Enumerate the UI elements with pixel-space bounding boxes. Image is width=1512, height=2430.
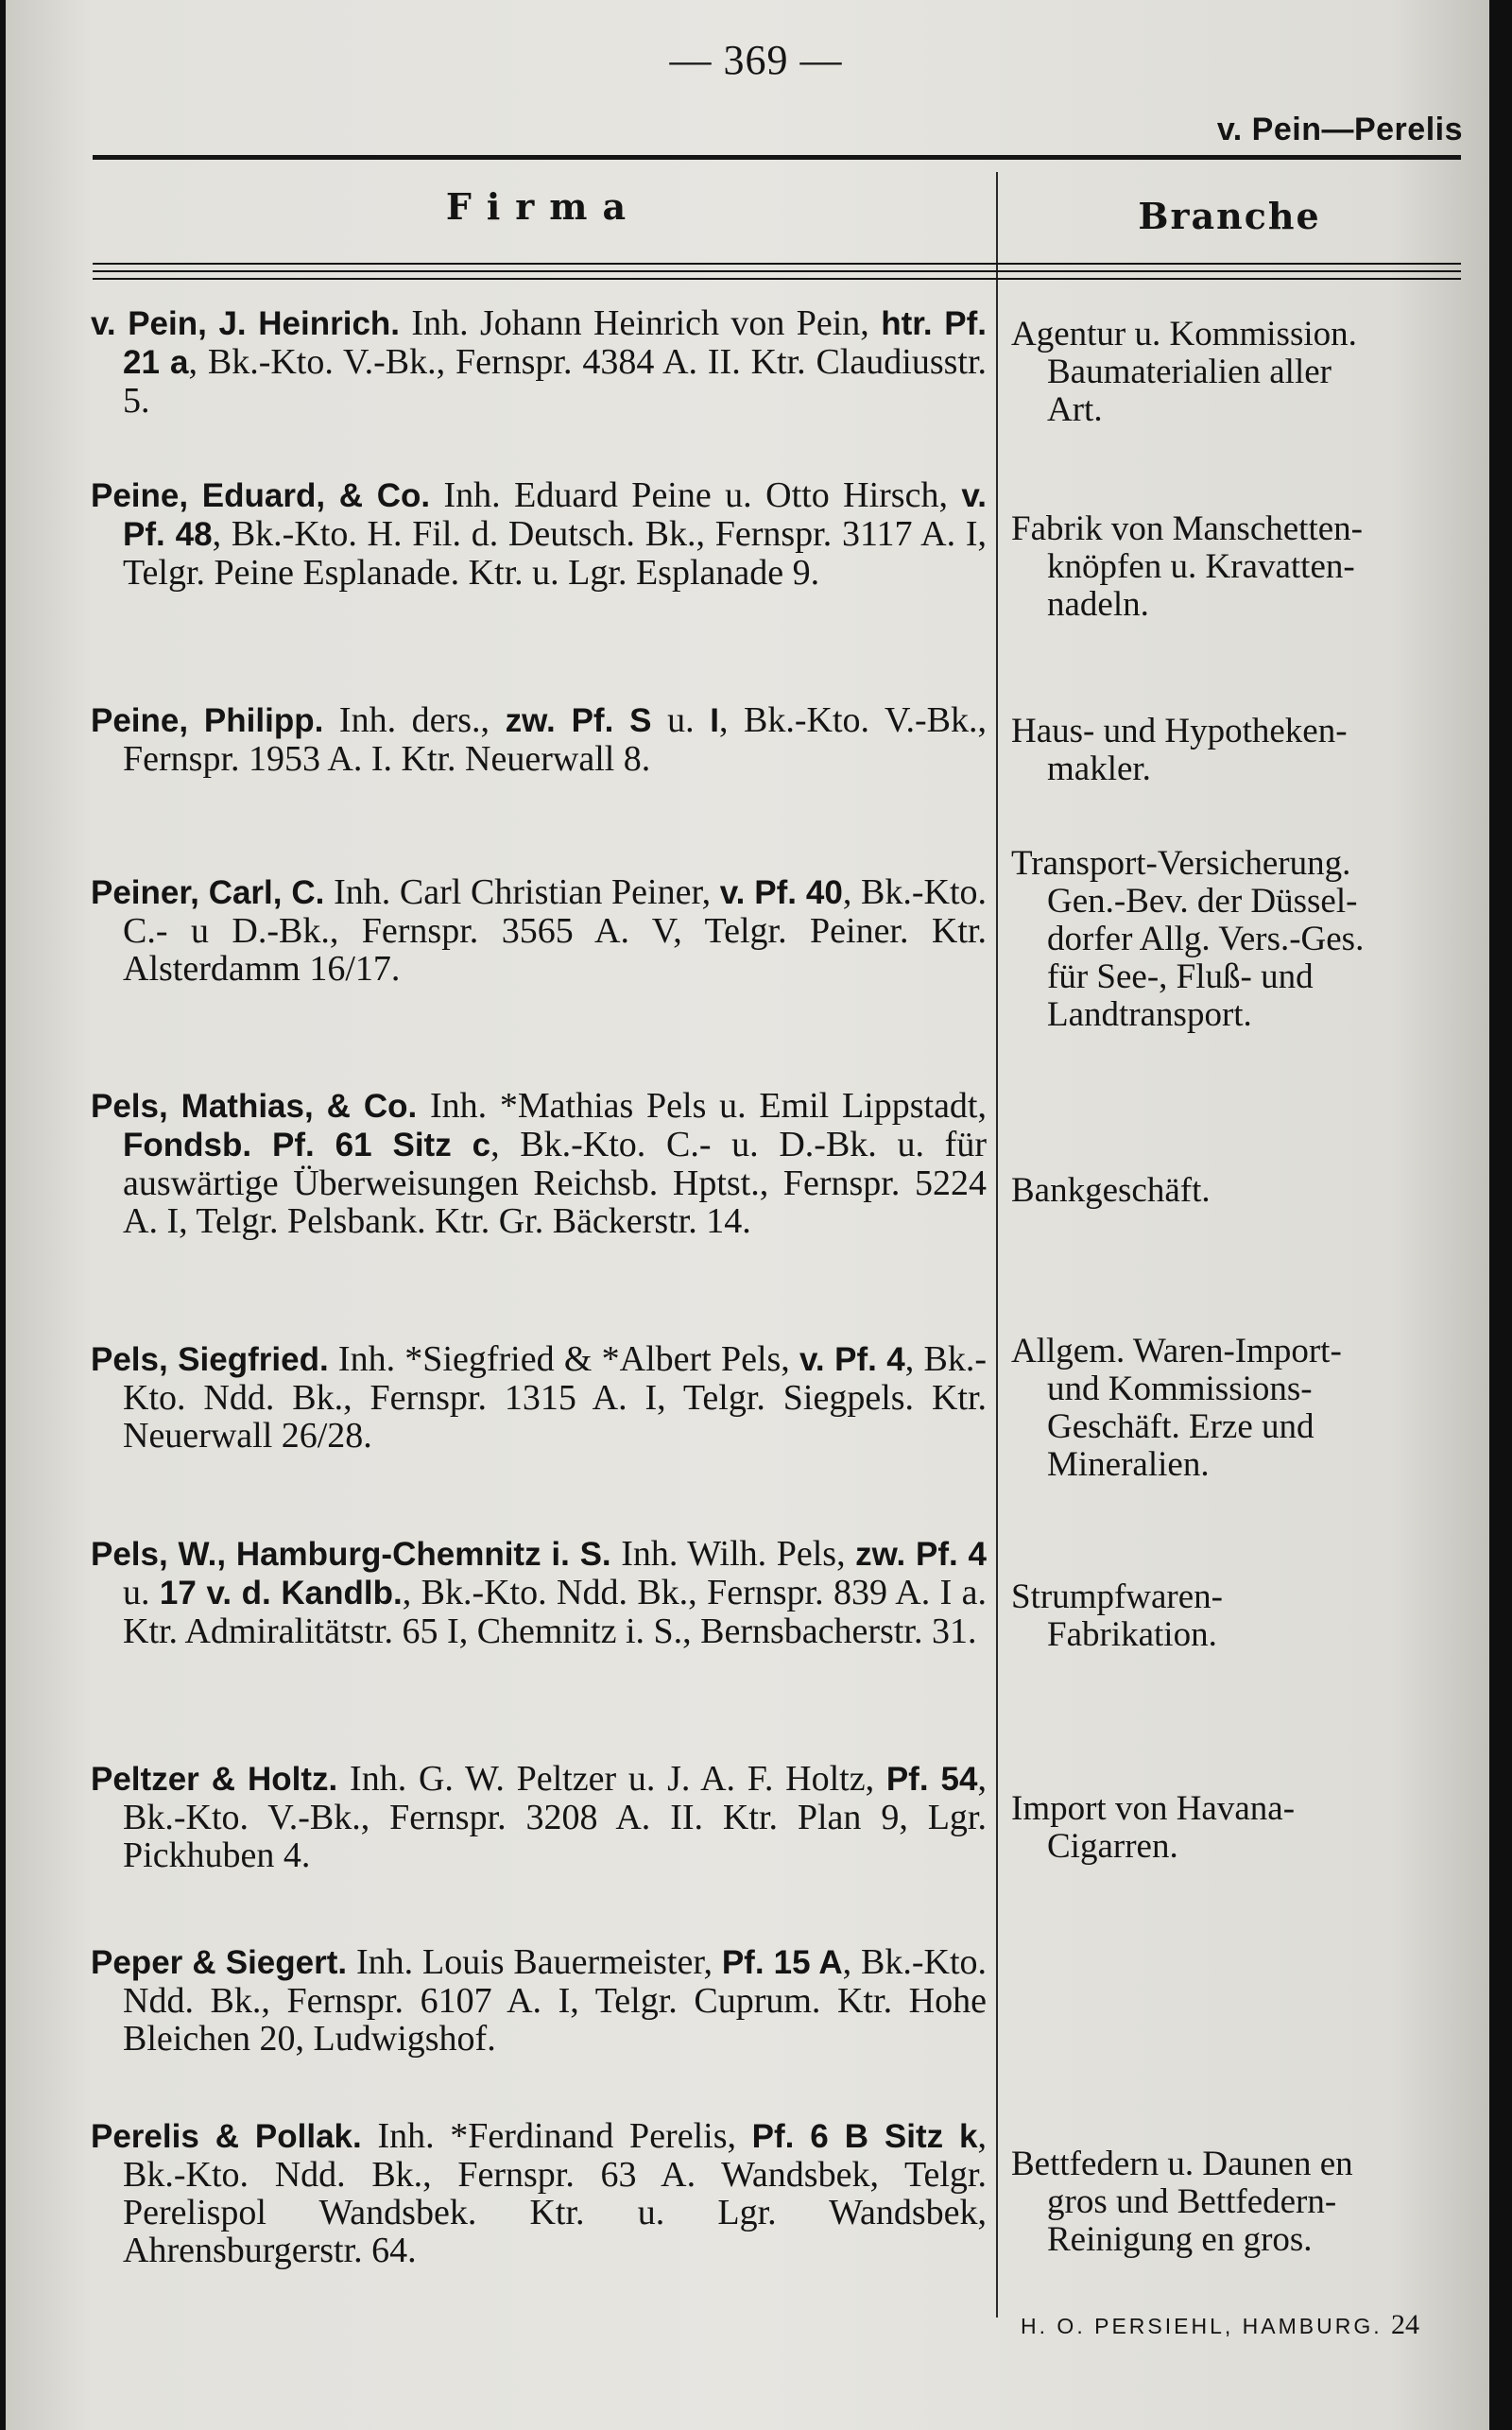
branch-line: Fabrik von Manschetten- [1011, 509, 1363, 548]
firm-details: , Bk.-Kto. V.-Bk., Fernspr. 3208 A. II. Ktr. Plan 9, Lgr. Pickhuben 4. [123, 1759, 987, 1875]
firm-details: , Bk.-Kto. H. Fil. d. Deutsch. Bk., Fernspr. 3117 A. I, Telgr. Peine Esplanade. Ktr. u. Lgr. Esplanade 9. [123, 514, 987, 593]
branch-entry [1011, 316, 1474, 429]
firm-details: , Bk.-Kto. V.-Bk., Fernspr. 1953 A. I. Ktr. Neuerwall 8. [123, 700, 988, 779]
page-number: — 369 — [669, 37, 843, 83]
firm-name: Peltzer & Holtz. [91, 1761, 338, 1798]
firm-postbox: I [710, 702, 719, 739]
branch-line: und Kommissions- [1047, 1370, 1313, 1408]
branch-line: für See-, Fluß- und [1047, 957, 1314, 996]
branch-text [1011, 713, 1474, 788]
firm-details: , Bk.-Kto. V.-Bk., Fernspr. 4384 A. II. Ktr. Claudiusstr. 5. [123, 342, 988, 421]
firm-postbox: htr. Pf. 21 a [123, 305, 987, 381]
firm-text [91, 1760, 987, 1874]
branch-line: Strumpfwaren- [1011, 1577, 1223, 1616]
branch-line: knöpfen u. Kravatten- [1047, 547, 1355, 586]
branch-text [1011, 1790, 1474, 1866]
firm-postbox: v. Pf. 40 [719, 874, 843, 911]
firm-postbox: v. Pf. 4 [799, 1341, 905, 1378]
branch-text [1011, 845, 1474, 1034]
branch-line: Allgem. Waren-Import- [1011, 1332, 1342, 1370]
column-header-branche: Branche [1138, 195, 1321, 237]
firm-details: , Bk.-Kto. C.- u. D.-Bk. u. für auswärtige Überweisungen Reichsb. Hptst., Fernspr. 5224 A. I, Telgr. Pelsbank. Ktr. Gr. Bäckerstr. 14. [123, 1125, 987, 1241]
printer-imprint [1021, 2309, 1419, 2341]
scan-right-edge [1489, 0, 1512, 2430]
firm-postbox: zw. Pf. S [505, 702, 652, 739]
firm-postbox: Pf. 54 [885, 1761, 978, 1798]
firm-postbox: v. Pf. 48 [123, 477, 987, 553]
firm-postbox: 17 v. d. Kandlb. [159, 1575, 403, 1611]
firm-text [91, 1943, 987, 2058]
firm-details: Inh. *Mathias Pels u. Emil Lippstadt, [417, 1086, 987, 1126]
branch-entry [1011, 1172, 1474, 1210]
firm-text [91, 1087, 987, 1240]
firm-name: Pels, W., Hamburg-Chemnitz i. S. [91, 1536, 611, 1573]
firm-text [91, 1340, 987, 1455]
firm-entry [91, 1340, 987, 1455]
branch-entry [1011, 510, 1474, 624]
branch-line: Gen.-Bev. der Düssel- [1047, 882, 1358, 921]
branch-entry [1011, 1578, 1474, 1654]
firm-postbox: Pf. 15 A [721, 1944, 843, 1981]
firm-details: , Bk.-Kto. C.- u D.-Bk., Fernspr. 3565 A. V, Telgr. Peiner. Ktr. Alsterdamm 16/17. [123, 872, 988, 989]
firm-entry [91, 1943, 987, 2058]
branch-text [1011, 510, 1474, 624]
firm-text [91, 476, 987, 592]
firm-name: Pels, Mathias, & Co. [91, 1088, 418, 1125]
firm-entry [91, 2117, 987, 2269]
firm-text [91, 2117, 987, 2269]
firm-text [91, 304, 987, 420]
firm-name: Peine, Philipp. [91, 702, 324, 739]
firm-name: Pels, Siegfried. [91, 1341, 329, 1378]
branch-line: Art. [1047, 390, 1103, 429]
branch-entry [1011, 1333, 1474, 1484]
header-rule-middle [93, 270, 1461, 272]
firm-details: u. [651, 700, 711, 740]
firm-entry [91, 476, 987, 592]
firm-name: Peine, Eduard, & Co. [91, 477, 431, 514]
firm-details: u. [123, 1573, 160, 1612]
firm-postbox: Pf. 6 B Sitz k [751, 2118, 978, 2155]
firm-details: Inh. Carl Christian Peiner, [324, 872, 720, 912]
firm-details: Inh. G. W. Peltzer u. J. A. F. Holtz, [337, 1759, 886, 1799]
firm-details: Inh. *Ferdinand Perelis, [361, 2116, 752, 2156]
firm-name: Perelis & Pollak. [91, 2118, 362, 2155]
branch-line: Agentur u. Kommission. [1011, 315, 1357, 353]
firm-text [91, 701, 987, 778]
firm-name: v. Pein, J. Heinrich. [91, 305, 401, 342]
branch-line: Fabrikation. [1047, 1615, 1217, 1654]
firm-postbox: zw. Pf. 4 [855, 1536, 988, 1573]
firm-entry [91, 701, 987, 778]
header-rule-lower [93, 278, 1461, 280]
branch-entry [1011, 845, 1474, 1034]
branch-text [1011, 2146, 1474, 2259]
branch-line: Import von Havana- [1011, 1789, 1296, 1828]
branch-line: Landtransport. [1047, 995, 1252, 1034]
firm-entry [91, 1535, 987, 1650]
firm-text [91, 1535, 987, 1650]
branch-entry [1011, 2146, 1474, 2259]
firm-details: Inh. Johann Heinrich von Pein, [400, 303, 882, 343]
header-rule-upper [93, 263, 1461, 265]
branch-line: Haus- und Hypotheken- [1011, 712, 1348, 750]
branch-line: gros und Bettfedern- [1047, 2182, 1337, 2221]
branch-entry [1011, 1790, 1474, 1866]
branch-entry [1011, 713, 1474, 788]
firm-details: Inh. Louis Bauermeister, [347, 1942, 722, 1982]
imprint-edition: 24 [1391, 2309, 1419, 2340]
branch-line: Bettfedern u. Daunen en [1011, 2145, 1353, 2183]
firm-details: Inh. Eduard Peine u. Otto Hirsch, [430, 475, 962, 515]
running-head: v. Pein—Perelis [1216, 112, 1463, 147]
branch-line: Cigarren. [1047, 1827, 1178, 1866]
firm-details: , Bk.-Kto. Ndd. Bk., Fernspr. 839 A. I a. Ktr. Admiralitätstr. 65 I, Chemnitz i. S., Bernsbacherstr. 31. [123, 1573, 988, 1651]
firm-name: Peiner, Carl, C. [91, 874, 325, 911]
branch-line: Bankgeschäft. [1011, 1171, 1211, 1210]
branch-line: Reinigung en gros. [1047, 2220, 1313, 2259]
imprint-text: H. O. PERSIEHL, HAMBURG. [1021, 2314, 1383, 2338]
scan-left-edge [0, 0, 6, 2430]
firm-name: Peper & Siegert. [91, 1944, 348, 1981]
branch-line: makler. [1047, 750, 1151, 788]
branch-line: Baumaterialien aller [1047, 353, 1332, 391]
firm-entry [91, 1760, 987, 1874]
firm-details: , Bk.-Kto. Ndd. Bk., Fernspr. 1315 A. I, Telgr. Siegpels. Ktr. Neuerwall 26/28. [123, 1339, 988, 1456]
firm-entry [91, 1087, 987, 1240]
firm-details: , Bk.-Kto. Ndd. Bk., Fernspr. 6107 A. I, Telgr. Cuprum. Ktr. Hohe Bleichen 20, Ludwigshof. [123, 1942, 987, 2059]
top-rule [93, 155, 1461, 160]
branch-line: Geschäft. Erze und [1047, 1407, 1314, 1446]
branch-text [1011, 316, 1474, 429]
firm-details: Inh. *Siegfried & *Albert Pels, [328, 1339, 800, 1379]
branch-line: Mineralien. [1047, 1445, 1210, 1484]
branch-text [1011, 1333, 1474, 1484]
branch-line: Transport-Versicherung. [1011, 844, 1351, 883]
column-header-firma: Firma [445, 185, 642, 228]
firm-entry [91, 304, 987, 420]
branch-text [1011, 1172, 1474, 1210]
firm-text [91, 873, 987, 988]
branch-line: dorfer Allg. Vers.-Ges. [1047, 920, 1365, 958]
firm-postbox: Fondsb. Pf. 61 Sitz c [123, 1127, 491, 1163]
firm-details: , Bk.-Kto. Ndd. Bk., Fernspr. 63 A. Wandsbek, Telgr. Perelispol Wandsbek. Ktr. u. Lgr. Wandsbek, Ahrensburgerstr. 64. [123, 2116, 987, 2270]
firm-entry [91, 873, 987, 988]
firm-details: Inh. Wilh. Pels, [610, 1534, 856, 1574]
column-divider [996, 172, 998, 2318]
firm-details: Inh. ders., [323, 700, 506, 740]
branch-line: nadeln. [1047, 585, 1149, 624]
branch-text [1011, 1578, 1474, 1654]
